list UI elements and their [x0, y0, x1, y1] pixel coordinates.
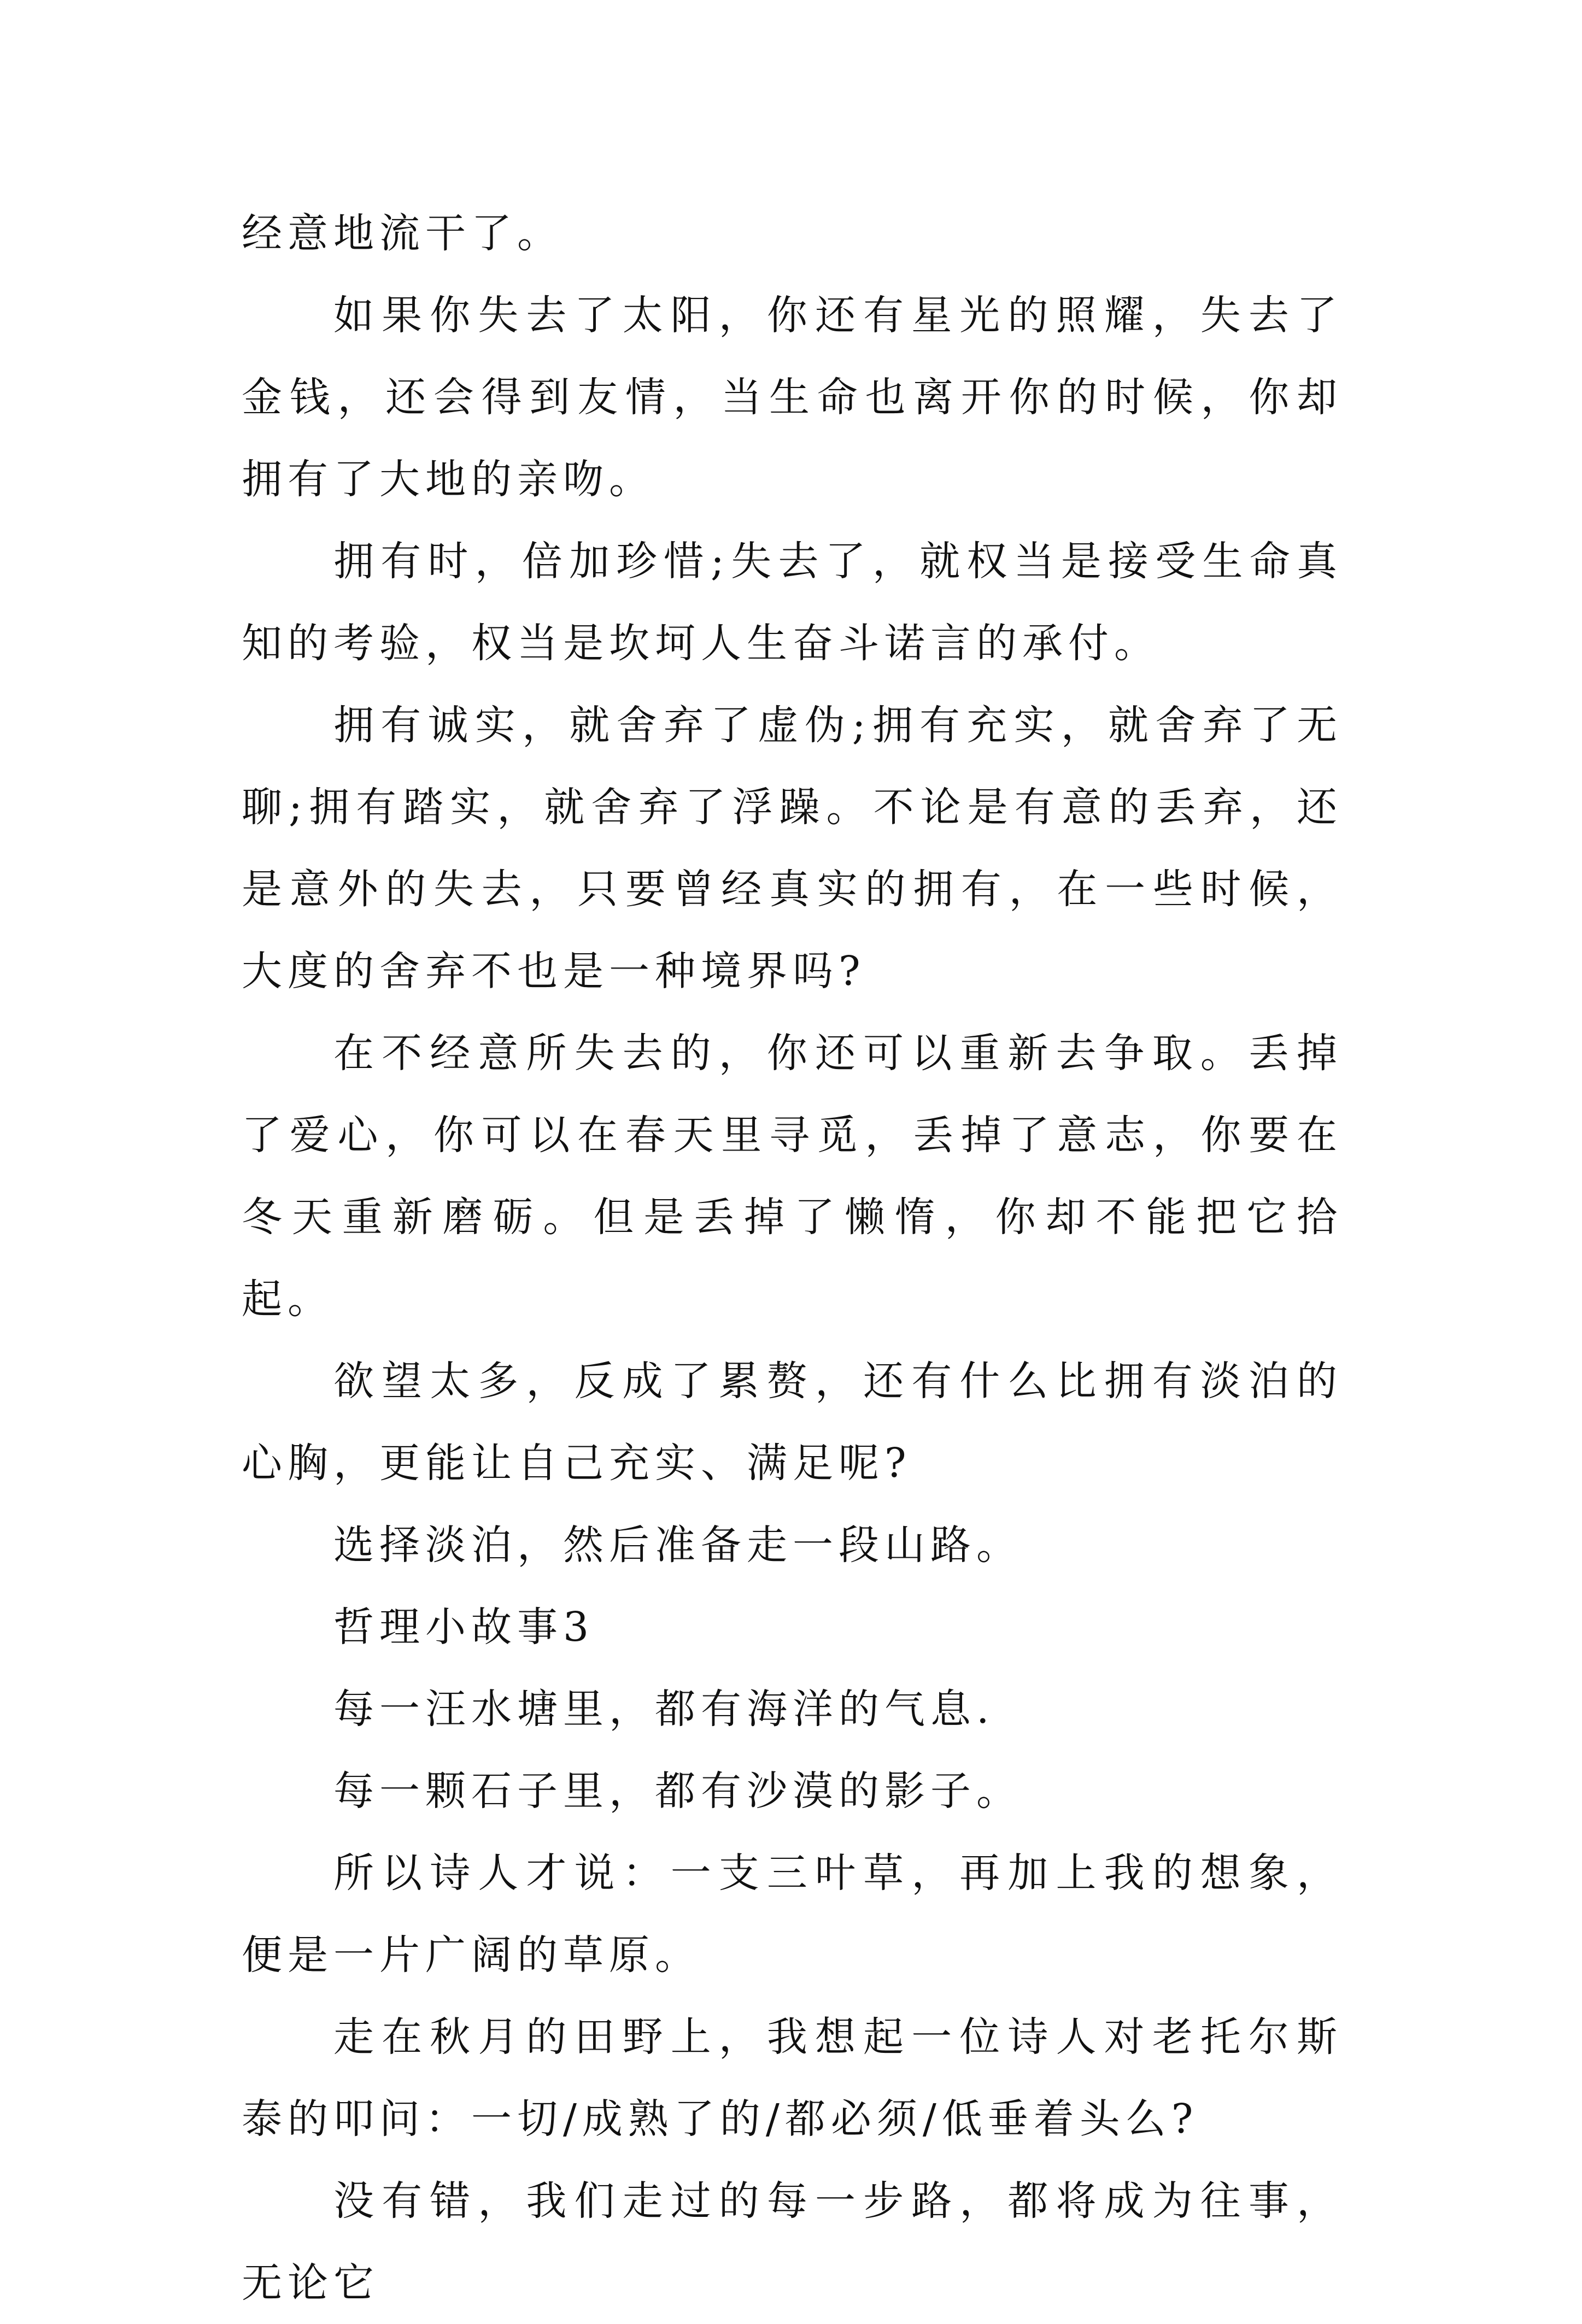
paragraph: 欲望太多，反成了累赘，还有什么比拥有淡泊的心胸，更能让自己充实、满足呢? — [242, 1358, 1343, 1487]
paragraph: 没有错，我们走过的每一步路，都将成为往事，无论它 — [242, 2178, 1343, 2307]
paragraph: 选择淡泊，然后准备走一段山路。 — [333, 1522, 1022, 1569]
paragraph: 拥有诚实，就舍弃了虚伪;拥有充实，就舍弃了无聊;拥有踏实，就舍弃了浮躁。不论是有意的丢弃，还是意外的失去，只要曾经真实的拥有，在一些时候，大度的舍弃不也是一种境界吗? — [242, 702, 1343, 995]
paragraph: 拥有时，倍加珍惜;失去了，就权当是接受生命真知的考验，权当是坎坷人生奋斗诺言的承付。 — [242, 538, 1343, 667]
paragraph-continuation: 经意地流干了。 — [242, 210, 563, 257]
paragraph: 走在秋月的田野上，我想起一位诗人对老托尔斯泰的叩问：一切/成熟了的/都必须/低垂着头么? — [242, 2014, 1343, 2143]
paragraph: 每一颗石子里，都有沙漠的影子。 — [333, 1768, 1022, 1815]
section-heading: 哲理小故事3 — [333, 1604, 595, 1651]
paragraph: 每一汪水塘里，都有海洋的气息. — [333, 1686, 995, 1733]
paragraph: 所以诗人才说：一支三叶草，再加上我的想象，便是一片广阔的草原。 — [242, 1850, 1343, 1979]
paragraph: 在不经意所失去的，你还可以重新去争取。丢掉了爱心，你可以在春天里寻觅，丢掉了意志，你要在冬天重新磨砺。但是丢掉了懒惰，你却不能把它拾起。 — [242, 1030, 1343, 1323]
document-page — [242, 192, 1343, 2324]
paragraph: 如果你失去了太阳，你还有星光的照耀，失去了金钱，还会得到友情，当生命也离开你的时候，你却拥有了大地的亲吻。 — [242, 292, 1343, 503]
